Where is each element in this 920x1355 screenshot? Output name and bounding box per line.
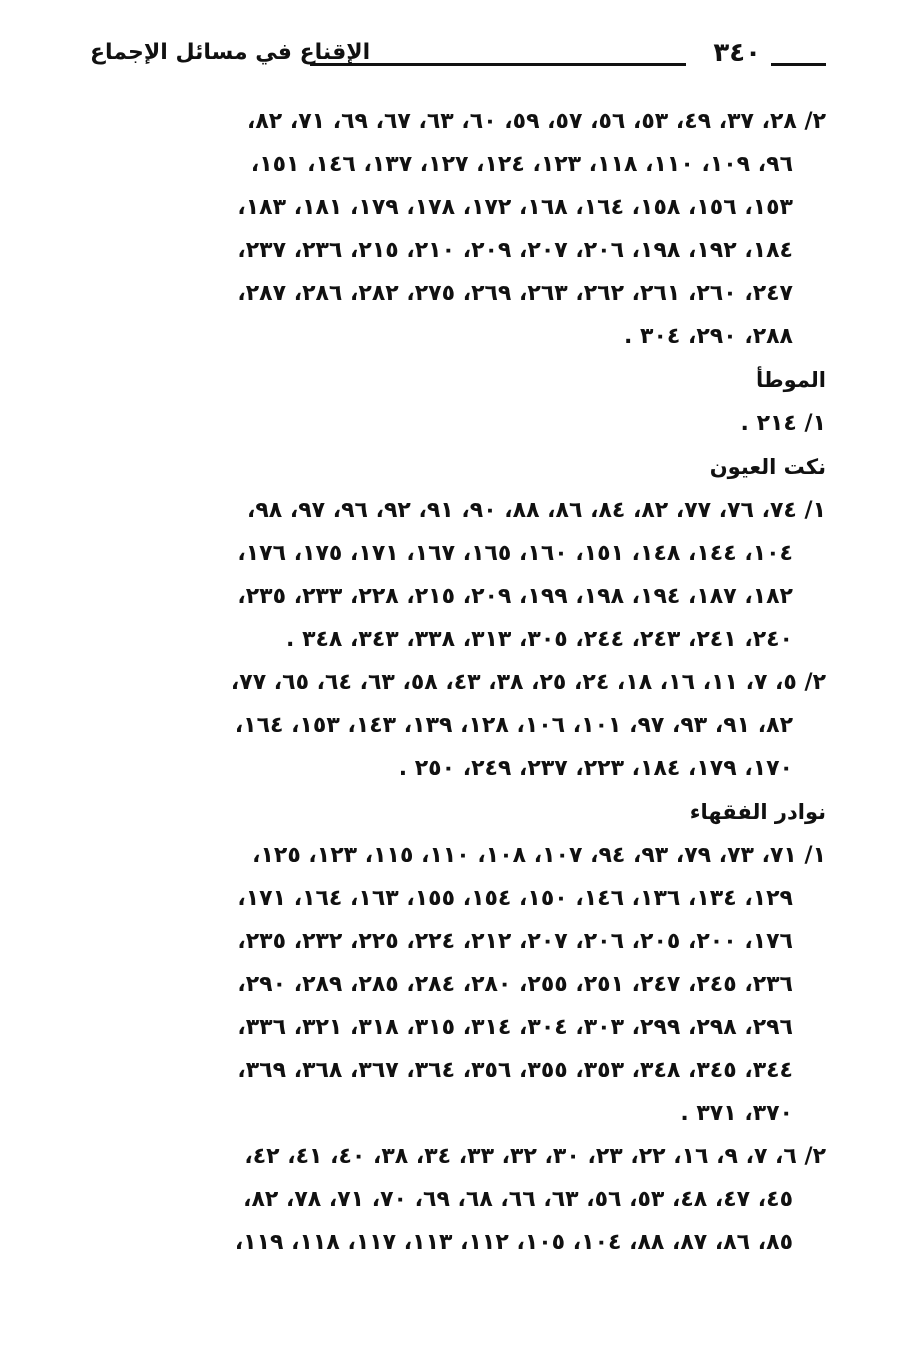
page-list-line: ٩٦، ١٠٩، ١١٠، ١١٨، ١٢٣، ١٢٤، ١٢٧، ١٣٧، ١٤٦، ١٥١، — [250, 152, 793, 177]
page-list-line: ٣٧٠، ٣٧١ . — [680, 1101, 793, 1126]
volume-page-line: ٢/ ٥، ٧، ١١، ١٦، ١٨، ٢٤، ٢٥، ٣٨، ٤٣، ٥٨، ٦٣، ٦٤، ٦٥، ٧٧، — [230, 670, 826, 695]
page-list-line: ٤٥، ٤٧، ٤٨، ٥٣، ٥٦، ٦٣، ٦٦، ٦٨، ٦٩، ٧٠، ٧١، ٧٨، ٨٢، — [243, 1187, 793, 1212]
page-list-line: ٨٢، ٩١، ٩٣، ٩٧، ١٠١، ١٠٦، ١٢٨، ١٣٩، ١٤٣، ١٥٣، ١٦٤، — [234, 713, 793, 738]
source-heading: الموطأ — [756, 368, 826, 392]
source-heading: نكت العيون — [709, 455, 826, 479]
volume-page-line: ١/ ٧٤، ٧٦، ٧٧، ٨٢، ٨٤، ٨٦، ٨٨، ٩٠، ٩١، ٩٢، ٩٦، ٩٧، ٩٨، — [246, 498, 826, 523]
page-list-line: ١٨٤، ١٩٢، ١٩٨، ٢٠٦، ٢٠٧، ٢٠٩، ٢١٠، ٢١٥، ٢٣٦، ٢٣٧، — [237, 238, 793, 263]
index-content — [95, 100, 826, 1264]
page-list-line: ١٠٤، ١٤٤، ١٤٨، ١٥١، ١٦٠، ١٦٥، ١٦٧، ١٧١، ١٧٥، ١٧٦، — [237, 541, 793, 566]
page-list-line: ٢٤٧، ٢٦٠، ٢٦١، ٢٦٢، ٢٦٣، ٢٦٩، ٢٧٥، ٢٨٢، ٢٨٦، ٢٨٧، — [237, 281, 793, 306]
page-list-line: ٢٣٦، ٢٤٥، ٢٤٧، ٢٥١، ٢٥٥، ٢٨٠، ٢٨٤، ٢٨٥، ٢٨٩، ٢٩٠، — [237, 972, 793, 997]
page-list-line: ٨٥، ٨٦، ٨٧، ٨٨، ١٠٤، ١٠٥، ١١٢، ١١٣، ١١٧، ١١٨، ١١٩، — [234, 1230, 793, 1255]
page-list-line: ٣٤٤، ٣٤٥، ٣٤٨، ٣٥٣، ٣٥٥، ٣٥٦، ٣٦٤، ٣٦٧، ٣٦٨، ٣٦٩، — [237, 1058, 793, 1083]
volume-page-line: ٢/ ٢٨، ٣٧، ٤٩، ٥٣، ٥٦، ٥٧، ٥٩، ٦٠، ٦٣، ٦٧، ٦٩، ٧١، ٨٢، — [246, 109, 826, 134]
page-list-line: ١٧٦، ٢٠٠، ٢٠٥، ٢٠٦، ٢٠٧، ٢١٢، ٢٢٤، ٢٢٥، ٢٣٢، ٢٣٥، — [237, 929, 793, 954]
source-heading: نوادر الفقهاء — [689, 800, 826, 824]
volume-page-line: ١/ ٧١، ٧٣، ٧٩، ٩٣، ٩٤، ١٠٧، ١٠٨، ١١٠، ١١٥، ١٢٣، ١٢٥، — [252, 843, 826, 868]
page-list-line: ٢٤٠، ٢٤١، ٢٤٣، ٢٤٤، ٣٠٥، ٣١٣، ٣٣٨، ٣٤٣، ٣٤٨ . — [286, 627, 793, 652]
page-list-line: ٢٨٨، ٢٩٠، ٣٠٤ . — [624, 324, 793, 349]
header-rule-right — [771, 63, 826, 66]
page-list-line: ١٢٩، ١٣٤، ١٣٦، ١٤٦، ١٥٠، ١٥٤، ١٥٥، ١٦٣، ١٦٤، ١٧١، — [237, 886, 793, 911]
page-header — [90, 30, 826, 90]
book-title: الإقناع في مسائل الإجماع — [90, 40, 371, 65]
page-list-line: ١٧٠، ١٧٩، ١٨٤، ٢٢٣، ٢٣٧، ٢٤٩، ٢٥٠ . — [398, 756, 793, 781]
volume-page-line: ٢/ ٦، ٧، ٩، ١٦، ٢٢، ٢٣، ٣٠، ٣٢، ٣٣، ٣٤، ٣٨، ٤٠، ٤١، ٤٢، — [244, 1144, 826, 1169]
page-list-line: ٢٩٦، ٢٩٨، ٢٩٩، ٣٠٣، ٣٠٤، ٣١٤، ٣١٥، ٣١٨، ٣٢١، ٣٣٦، — [237, 1015, 793, 1040]
page-list-line: ١٨٢، ١٨٧، ١٩٤، ١٩٨، ١٩٩، ٢٠٩، ٢١٥، ٢٢٨، ٢٣٣، ٢٣٥، — [237, 584, 793, 609]
page-list-line: ١٥٣، ١٥٦، ١٥٨، ١٦٤، ١٦٨، ١٧٢، ١٧٨، ١٧٩، ١٨١، ١٨٣، — [237, 195, 793, 220]
volume-page-line: ١/ ٢١٤ . — [740, 411, 826, 436]
page-number: ٣٤٠ — [713, 38, 761, 68]
